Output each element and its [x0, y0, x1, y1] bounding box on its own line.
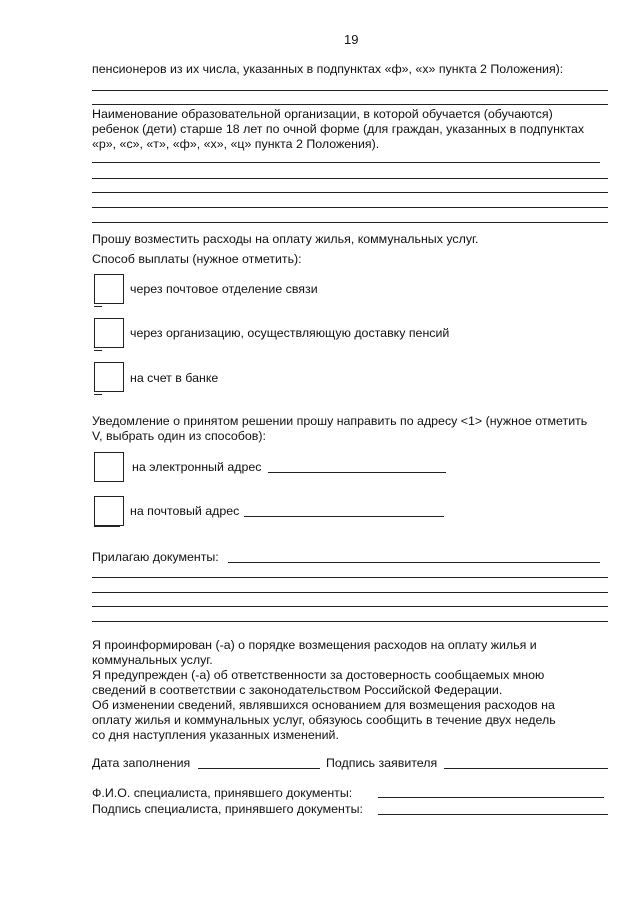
ack-line: сведений в соответствии с законодательством Российской Федерации.: [92, 683, 503, 697]
payment-bank-account-label: на счет в банке: [130, 371, 219, 385]
ack-line: коммунальных услуг.: [92, 653, 213, 667]
specialist-signature-field[interactable]: [378, 814, 608, 815]
attachments-line[interactable]: [92, 592, 608, 593]
checkbox-underline: [94, 526, 120, 527]
notify-postal-checkbox[interactable]: [94, 496, 124, 526]
notification-label-line1: Уведомление о принятом решении прошу направить по адресу <1> (нужное отметить: [92, 414, 588, 428]
ack-line: оплату жилья и коммунальных услуг, обязуюсь сообщить в течение двух недель: [92, 713, 556, 727]
applicant-signature-label: Подпись заявителя: [326, 756, 438, 770]
postal-address-field[interactable]: [244, 516, 444, 517]
payment-pension-delivery-label: через организацию, осуществляющую доставку пенсий: [130, 326, 450, 340]
education-answer-line[interactable]: [92, 178, 608, 179]
ack-line: Я проинформирован (-а) о порядке возмещения расходов на оплату жилья и: [92, 638, 537, 652]
date-label: Дата заполнения: [92, 756, 191, 770]
attachments-line[interactable]: [92, 577, 608, 578]
payment-pension-delivery-checkbox[interactable]: [94, 318, 124, 348]
ack-line: со дня наступления указанных изменений.: [92, 728, 339, 742]
pensioners-answer-line[interactable]: [92, 90, 608, 91]
payment-bank-account-checkbox[interactable]: [94, 362, 124, 392]
ack-line: Я предупрежден (-а) об ответственности за достоверность сообщаемых мною: [92, 668, 545, 682]
applicant-signature-field[interactable]: [444, 768, 608, 769]
education-answer-line[interactable]: [92, 162, 600, 163]
education-answer-line[interactable]: [92, 207, 608, 208]
specialist-name-label: Ф.И.О. специалиста, принявшего документы:: [92, 786, 353, 800]
checkbox-underline: [94, 350, 102, 351]
education-label-line2: ребенок (дети) старше 18 лет по очной форме (для граждан, указанных в подпунктах: [92, 122, 585, 136]
specialist-name-field[interactable]: [378, 797, 604, 798]
email-address-field[interactable]: [268, 472, 446, 473]
notify-email-label: на электронный адрес: [132, 460, 262, 474]
notification-label-line2: V, выбрать один из способов):: [92, 429, 266, 443]
ack-line: Об изменении сведений, являвшихся основанием для возмещения расходов на: [92, 698, 555, 712]
education-answer-line[interactable]: [92, 192, 608, 193]
date-field[interactable]: [198, 768, 320, 769]
request-text: Прошу возместить расходы на оплату жилья, коммунальных услуг.: [92, 232, 479, 246]
payment-post-office-checkbox[interactable]: [94, 274, 124, 304]
education-answer-line[interactable]: [92, 222, 608, 223]
page-number: 19: [344, 32, 359, 47]
education-label-line1: Наименование образовательной организации, в которой обучается (обучаются): [92, 107, 553, 121]
attachments-field[interactable]: [228, 562, 600, 563]
separator-line: [92, 104, 608, 105]
notify-email-checkbox[interactable]: [94, 452, 124, 482]
pensioners-text: пенсионеров из их числа, указанных в подпунктах «ф», «х» пункта 2 Положения):: [92, 62, 564, 76]
payment-post-office-label: через почтовое отделение связи: [130, 282, 318, 296]
payment-method-label: Способ выплаты (нужное отметить):: [92, 252, 302, 266]
attachments-label: Прилагаю документы:: [92, 550, 219, 564]
specialist-signature-label: Подпись специалиста, принявшего документы:: [92, 802, 363, 816]
education-label-line3: «р», «с», «т», «ф», «х», «ц» пункта 2 Положения).: [92, 137, 380, 151]
attachments-line[interactable]: [92, 606, 608, 607]
checkbox-underline: [94, 394, 102, 395]
notify-postal-label: на почтовый адрес: [130, 504, 240, 518]
checkbox-underline: [94, 306, 102, 307]
attachments-line[interactable]: [92, 621, 608, 622]
